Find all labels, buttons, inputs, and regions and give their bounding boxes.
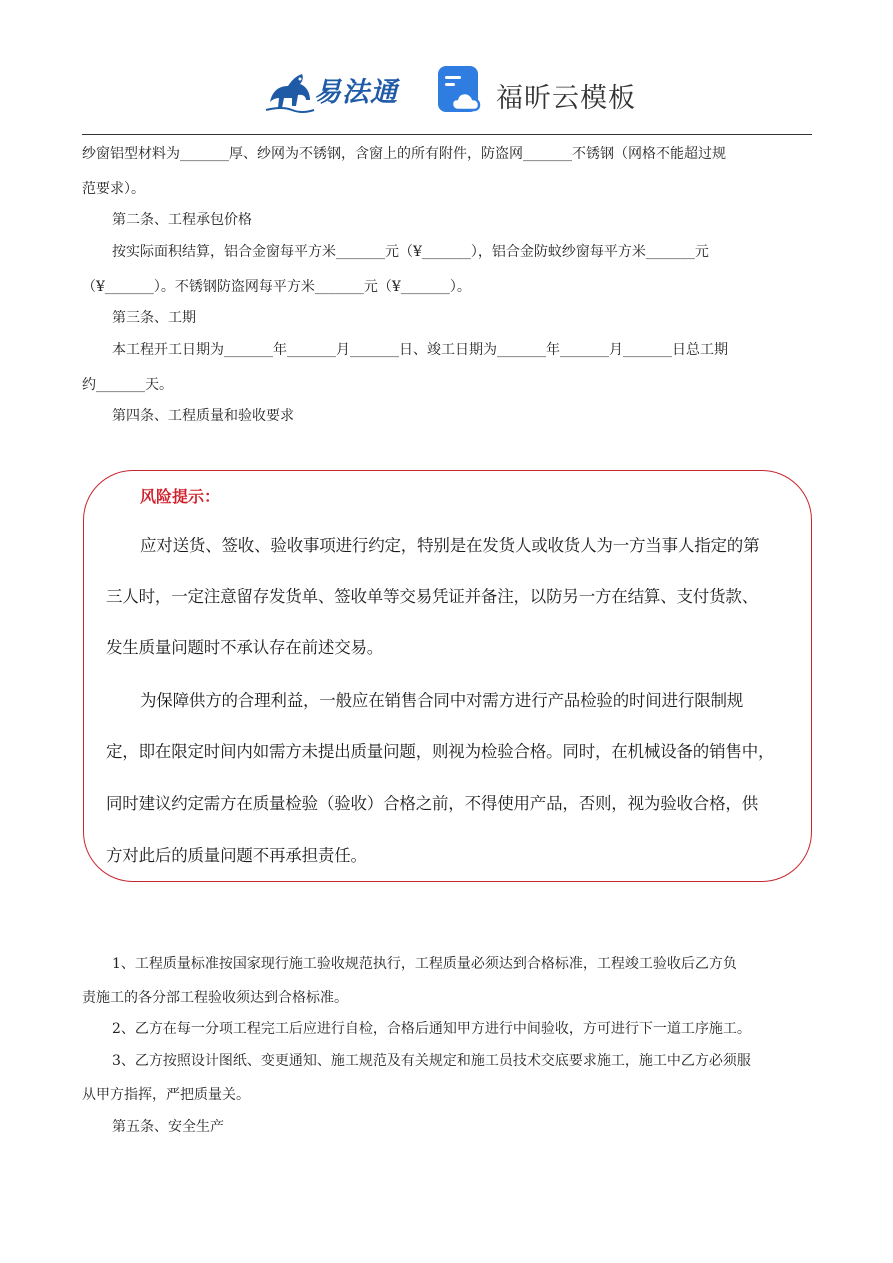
risk-text-line: 发生质量问题时不承认存在前述交易。 <box>106 638 384 657</box>
paragraph-line: 2、乙方在每一分项工程完工后应进行自检，合格后通知甲方进行中间验收，方可进行下一道工序施工。 <box>112 1021 751 1037</box>
risk-text-line: 三人时，一定注意留存发货单、签收单等交易凭证并备注，以防另一方在结算、支付货款、 <box>106 587 759 606</box>
paragraph-line: 1、工程质量标准按国家现行施工验收规范执行，工程质量必须达到合格标准，工程竣工验收后乙方负 <box>112 956 737 972</box>
header-divider <box>82 134 812 135</box>
risk-text-line: 定，即在限定时间内如需方未提出质量问题，则视为检验合格。同时，在机械设备的销售中， <box>106 742 775 761</box>
fuxin-logo-text: 福昕云模板 <box>496 83 636 114</box>
paragraph-line: 按实际面积结算，铝合金窗每平方米_______元（¥_______），铝合金防蚊纱窗每平方米_______元 <box>112 244 709 260</box>
paragraph-line: 本工程开工日期为_______年_______月_______日、竣工日期为_______年_______月_______日总工期 <box>112 342 728 358</box>
risk-text-line: 为保障供方的合理利益，一般应在销售合同中对需方进行产品检验的时间进行限制规 <box>140 691 744 710</box>
section-heading-quality: 第四条、工程质量和验收要求 <box>112 408 294 424</box>
paragraph-line: 范要求）。 <box>82 181 145 197</box>
risk-warning-box <box>83 470 812 882</box>
paragraph-line: 约_______天。 <box>82 377 173 393</box>
cloud-document-icon <box>436 64 488 116</box>
paragraph-line: 从甲方指挥，严把质量关。 <box>82 1087 250 1103</box>
yifatong-logo-text: 易法通 <box>314 77 398 108</box>
risk-text-line: 应对送货、签收、验收事项进行约定，特别是在发货人或收货人为一方当事人指定的第 <box>140 536 760 555</box>
fuxin-cloud-template-logo <box>436 64 636 118</box>
section-heading-safety: 第五条、安全生产 <box>112 1119 224 1135</box>
section-heading-period: 第三条、工期 <box>112 310 196 326</box>
risk-text-line: 方对此后的质量问题不再承担责任。 <box>106 846 367 865</box>
paragraph-line: 纱窗铝型材料为_______厚、纱网为不锈钢，含窗上的所有附件，防盗网_______不锈钢（网格不能超过规 <box>82 146 726 162</box>
section-heading-price: 第二条、工程承包价格 <box>112 212 252 228</box>
paragraph-line: 责施工的各分部工程验收须达到合格标准。 <box>82 990 348 1006</box>
qilin-icon <box>262 62 318 118</box>
paragraph-line: （¥_______）。不锈钢防盗网每平方米_______元（¥_______）。 <box>82 279 471 295</box>
paragraph-line: 3、乙方按照设计图纸、变更通知、施工规范及有关规定和施工员技术交底要求施工，施工中乙方必须服 <box>112 1053 751 1069</box>
risk-text-line: 同时建议约定需方在质量检验（验收）合格之前，不得使用产品，否则，视为验收合格，供 <box>106 794 759 813</box>
page-header <box>0 58 893 124</box>
yifatong-logo <box>262 62 412 118</box>
risk-warning-title: 风险提示： <box>140 487 221 506</box>
